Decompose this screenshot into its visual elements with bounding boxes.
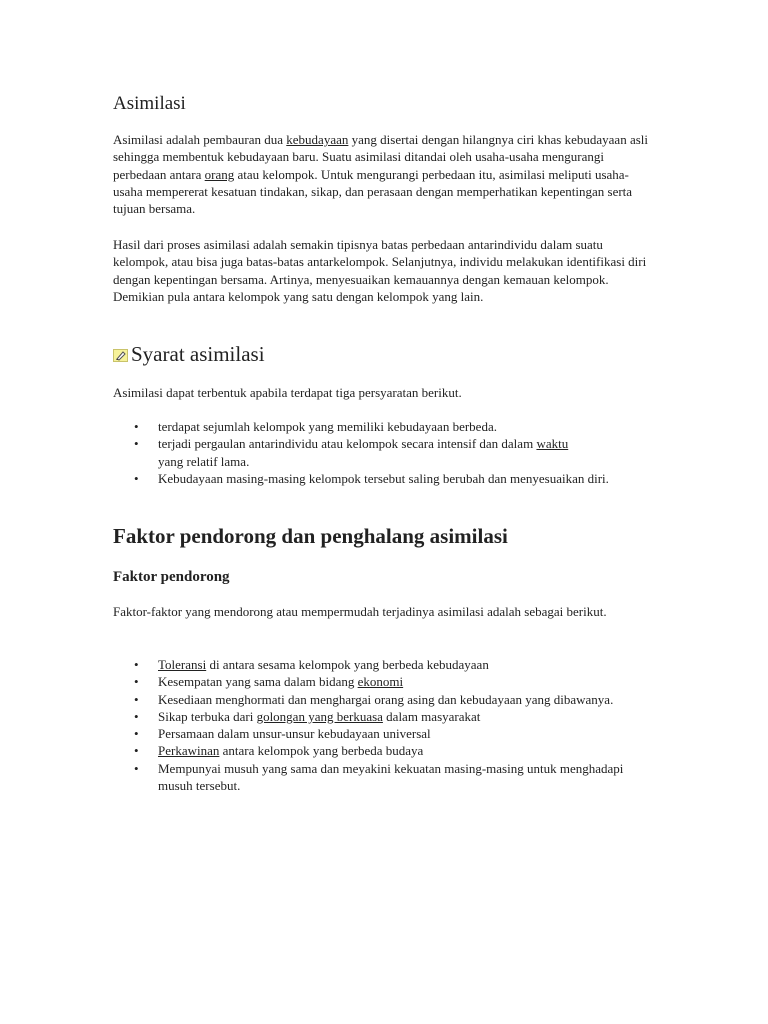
bullet: • xyxy=(134,470,139,486)
list-item xyxy=(113,673,653,690)
section-heading-syarat xyxy=(113,342,265,366)
subheading-faktor-pendorong: Faktor pendorong xyxy=(113,569,230,585)
bullet: • xyxy=(134,436,139,452)
text: Mempunyai musuh yang sama dan meyakini kekuatan masing-masing untuk menghadapi musuh tersebut. xyxy=(158,760,624,794)
text: Persamaan dalam unsur-unsur kebudayaan universal xyxy=(158,726,431,742)
link-perkawinan[interactable]: Perkawinan xyxy=(158,743,220,759)
link-toleransi[interactable]: Toleransi xyxy=(158,657,207,672)
link-waktu[interactable]: waktu xyxy=(536,436,569,452)
bullet: • xyxy=(134,726,139,742)
section-heading-text: Syarat asimilasi xyxy=(131,342,265,366)
faktor-list xyxy=(113,656,653,794)
text: terjadi pergaulan antarindividu atau kelompok secara intensif dan dalam xyxy=(158,436,537,452)
list-item xyxy=(113,708,653,725)
list-item xyxy=(113,725,653,742)
text: Kesediaan menghormati dan menghargai orang asing dan kebudayaan yang dibawanya. xyxy=(158,691,614,707)
intro-paragraph-1 xyxy=(113,131,658,217)
text: Sikap terbuka dari xyxy=(158,708,257,724)
list-item xyxy=(113,435,653,470)
text: Kesempatan yang sama dalam bidang xyxy=(158,674,358,690)
syarat-list xyxy=(113,418,653,487)
list-item xyxy=(113,470,653,487)
bullet: • xyxy=(134,743,139,759)
bullet: • xyxy=(134,691,139,707)
list-item xyxy=(113,760,653,795)
list-item xyxy=(113,418,653,435)
link-golongan-yang-berkuasa[interactable]: golongan yang berkuasa xyxy=(256,708,383,724)
text: dalam masyarakat xyxy=(382,708,481,724)
faktor-lead: Faktor-faktor yang mendorong atau mempermudah terjadinya asimilasi adalah sebagai berikut. xyxy=(113,604,607,619)
text: antara kelompok yang berbeda budaya xyxy=(219,743,424,759)
list-item xyxy=(113,691,653,708)
bullet: • xyxy=(134,419,139,434)
text: terdapat sejumlah kelompok yang memiliki kebudayaan berbeda. xyxy=(158,419,497,434)
link-kebudayaan[interactable]: kebudayaan xyxy=(286,132,349,147)
section-heading-faktor: Faktor pendorong dan penghalang asimilasi xyxy=(113,524,508,548)
link-ekonomi[interactable]: ekonomi xyxy=(357,674,404,690)
intro-paragraph-2: Hasil dari proses asimilasi adalah semakin tipisnya batas perbedaan antarindividu dalam suatu kelompok, atau bisa juga batas-batas antarkelompok. Selanjutnya, individu melakukan identifikasi diri dengan kepentingan bersama. Artinya, menyesuaikan kemauannya dengan kemauan kelompok. Demikian pula antara kelompok yang satu dengan kelompok yang lain. xyxy=(113,237,647,304)
text: yang disertai dengan hilangnya ciri khas kebudayaan asli sehingga membentuk kebudayaan baru. Suatu asimilasi ditandai oleh usaha-usaha mengurangi perbedaan antara xyxy=(113,132,648,182)
list-item xyxy=(113,742,653,759)
text: atau kelompok. Untuk mengurangi perbedaan itu, asimilasi meliputi usaha-usaha mempererat kesatuan tindakan, sikap, dan perasaan dengan memperhatikan kepentingan serta tujuan bersama. xyxy=(113,166,633,217)
bullet: • xyxy=(134,657,139,672)
bullet: • xyxy=(134,760,139,776)
text: di antara sesama kelompok yang berbeda kebudayaan xyxy=(206,657,489,672)
pencil-note-icon xyxy=(113,349,128,362)
text: Asimilasi adalah pembauran dua xyxy=(113,132,287,147)
link-orang[interactable]: orang xyxy=(204,166,235,182)
text: yang relatif lama. xyxy=(158,453,250,469)
text: Kebudayaan masing-masing kelompok tersebut saling berubah dan menyesuaikan diri. xyxy=(158,470,609,486)
page-title: Asimilasi xyxy=(113,93,186,114)
list-item xyxy=(113,656,653,673)
syarat-lead: Asimilasi dapat terbentuk apabila terdapat tiga persyaratan berikut. xyxy=(113,385,462,400)
bullet: • xyxy=(134,708,139,724)
bullet: • xyxy=(134,674,139,690)
